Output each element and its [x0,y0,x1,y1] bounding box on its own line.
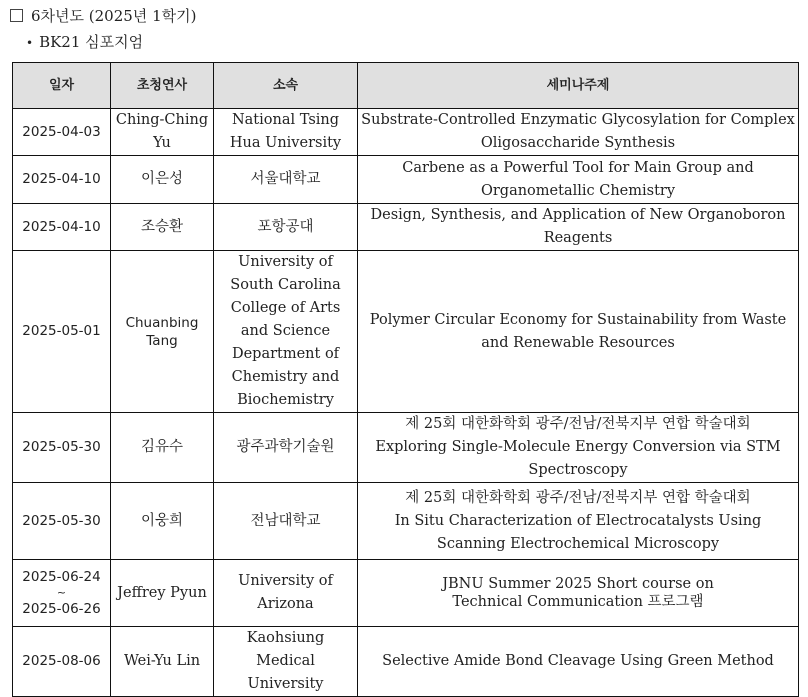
cell-speaker: 이웅희 [111,483,214,560]
cell-speaker: Ching-Ching Yu [111,109,214,156]
topic-title-line: Exploring Single-Molecule Energy Conversion via STM Spectroscopy [375,439,781,478]
cell-topic: Design, Synthesis, and Application of New Organoboron Reagents [358,204,799,251]
table-row [13,109,799,156]
cell-topic [358,483,799,560]
cell-topic [358,413,799,483]
cell-topic: Substrate-Controlled Enzymatic Glycosylation for Complex Oligosaccharide Synthesis [358,109,799,156]
date-start: 2025-06-24 [22,569,101,585]
table-row [13,156,799,204]
header-date: 일자 [13,63,111,109]
subsection-title [26,32,143,53]
table-row [13,251,799,413]
checkbox-square-icon [10,9,23,22]
table-row [13,560,799,627]
cell-topic: Polymer Circular Economy for Sustainability from Waste and Renewable Resources [358,251,799,413]
cell-speaker: Wei-Yu Lin [111,627,214,697]
topic-event-line: 제 25회 대한화학회 광주/전남/전북지부 연합 학술대회 [405,416,751,432]
cell-date: 2025-05-30 [13,413,111,483]
cell-date-range [13,560,111,627]
cell-affiliation: University of Arizona [214,560,358,627]
cell-date: 2025-04-03 [13,109,111,156]
bullet-icon: • [26,36,34,50]
header-topic: 세미나주제 [358,63,799,109]
cell-topic: Selective Amide Bond Cleavage Using Green Method [358,627,799,697]
cell-affiliation: 전남대학교 [214,483,358,560]
cell-speaker: Jeffrey Pyun [111,560,214,627]
symposium-table [12,62,799,697]
cell-affiliation: Kaohsiung Medical University [214,627,358,697]
cell-affiliation: 포항공대 [214,204,358,251]
table-row [13,483,799,560]
topic-event-line: 제 25회 대한화학회 광주/전남/전북지부 연합 학술대회 [405,489,751,506]
section-title-text: 6차년도 (2025년 1학기) [31,7,197,25]
subsection-title-text: BK21 심포지엄 [39,33,144,51]
cell-topic: Carbene as a Powerful Tool for Main Group and Organometallic Chemistry [358,156,799,204]
date-range-separator: ~ [56,586,67,599]
cell-date: 2025-04-10 [13,156,111,204]
cell-speaker: 조승환 [111,204,214,251]
cell-date: 2025-08-06 [13,627,111,697]
cell-date: 2025-05-01 [13,251,111,413]
topic-title-line: In Situ Characterization of Electrocatalysts Using Scanning Electrochemical Microscopy [394,512,762,552]
section-title [10,6,196,26]
table-row [13,413,799,483]
cell-date: 2025-05-30 [13,483,111,560]
header-speaker: 초청연사 [111,63,214,109]
date-end: 2025-06-26 [22,601,101,617]
cell-affiliation: 광주과학기술원 [214,413,358,483]
cell-affiliation: University of South Carolina College of Arts and Science Department of Chemistry and Biochemistry [214,251,358,413]
table-row [13,204,799,251]
cell-speaker: 이은성 [111,156,214,204]
table-header-row [13,63,799,109]
table-row [13,627,799,697]
header-affiliation: 소속 [214,63,358,109]
cell-speaker: Chuanbing Tang [111,251,214,413]
cell-date: 2025-04-10 [13,204,111,251]
cell-affiliation: 서울대학교 [214,156,358,204]
cell-affiliation: National Tsing Hua University [214,109,358,156]
cell-speaker: 김유수 [111,413,214,483]
cell-topic: JBNU Summer 2025 Short course on Technical Communication 프로그램 [358,560,799,627]
